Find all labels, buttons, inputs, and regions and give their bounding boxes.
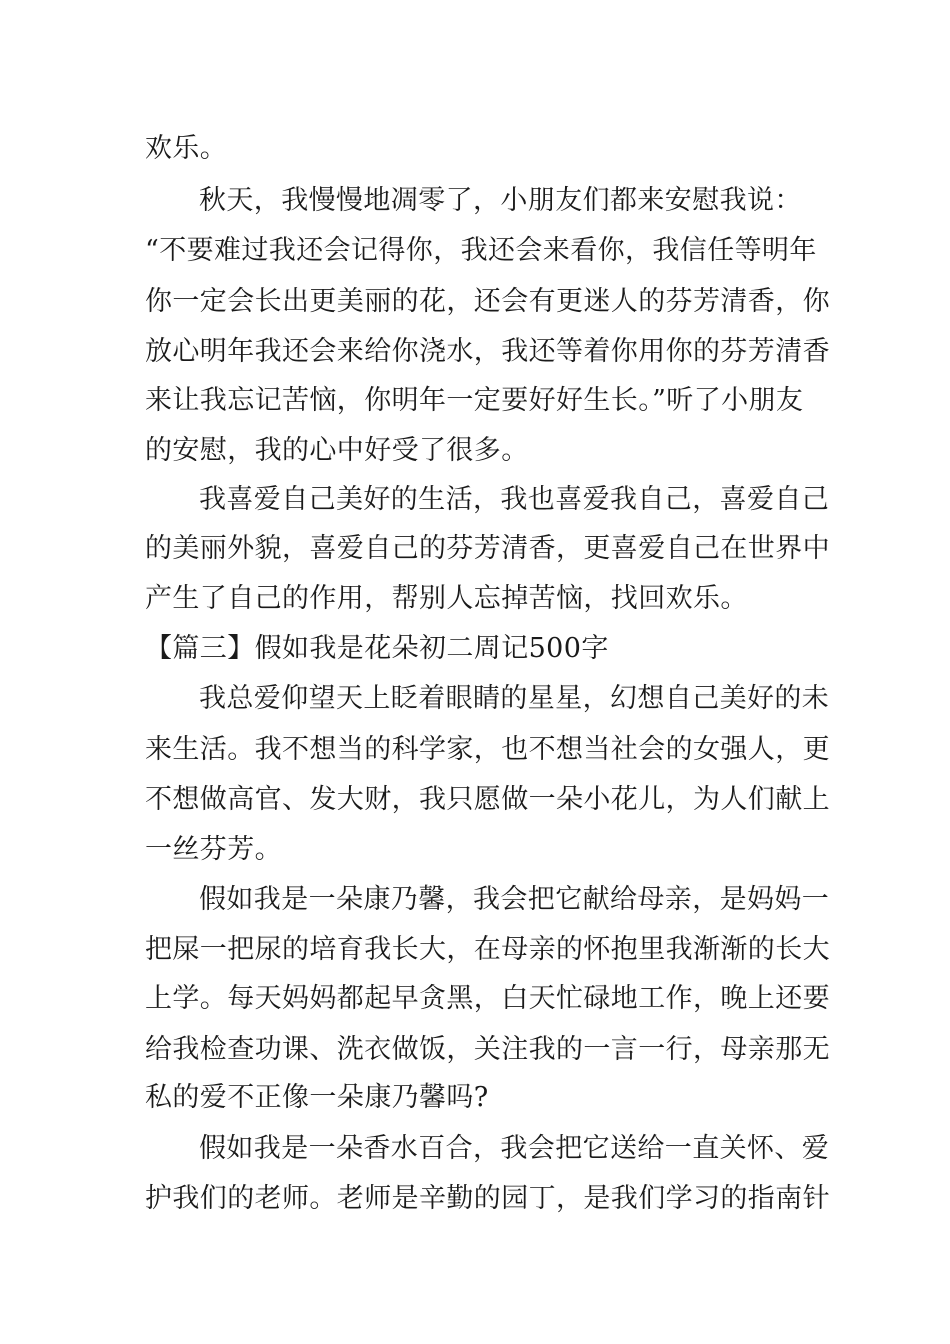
text-line: 上学。每天妈妈都起早贪黑，白天忙碌地工作，晚上还要 [145, 983, 830, 1014]
text-line: 给我检查功课、洗衣做饭，关注我的一言一行，母亲那无 [145, 1034, 830, 1065]
text-line: 把屎一把尿的培育我长大，在母亲的怀抱里我渐渐的长大 [145, 934, 830, 965]
text-line: 我总爱仰望天上眨着眼睛的星星，幻想自己美好的未 [199, 683, 830, 714]
text-line: 来让我忘记苦恼，你明年一定要好好生长。”听了小朋友 [145, 385, 804, 416]
text-line: 一丝芬芳。 [145, 834, 282, 865]
text-line: 来生活。我不想当的科学家，也不想当社会的女强人，更 [145, 734, 830, 765]
text-line: 假如我是一朵香水百合，我会把它送给一直关怀、爱 [199, 1133, 830, 1164]
text-line: “不要难过我还会记得你，我还会来看你，我信任等明年 [145, 235, 817, 266]
text-line: 放心明年我还会来给你浇水，我还等着你用你的芬芳清香 [145, 336, 830, 367]
text-line: 不想做高官、发大财，我只愿做一朵小花儿，为人们献上 [145, 784, 830, 815]
text-line: 秋天，我慢慢地凋零了，小朋友们都来安慰我说： [199, 185, 802, 216]
section-heading: 【篇三】假如我是花朵初二周记500字 [145, 633, 609, 664]
text-line: 我喜爱自己美好的生活，我也喜爱我自己，喜爱自己 [199, 484, 830, 515]
text-line: 假如我是一朵康乃馨，我会把它献给母亲，是妈妈一 [199, 884, 830, 915]
text-line: 的安慰，我的心中好受了很多。 [145, 435, 529, 466]
text-line: 私的爱不正像一朵康乃馨吗? [145, 1082, 489, 1113]
text-line: 的美丽外貌，喜爱自己的芬芳清香，更喜爱自己在世界中 [145, 533, 830, 564]
text-line: 你一定会长出更美丽的花，还会有更迷人的芬芳清香，你 [145, 286, 830, 317]
text-line: 欢乐。 [145, 133, 228, 164]
text-line: 产生了自己的作用，帮别人忘掉苦恼，找回欢乐。 [145, 583, 748, 614]
text-line: 护我们的老师。老师是辛勤的园丁，是我们学习的指南针 [145, 1183, 830, 1214]
